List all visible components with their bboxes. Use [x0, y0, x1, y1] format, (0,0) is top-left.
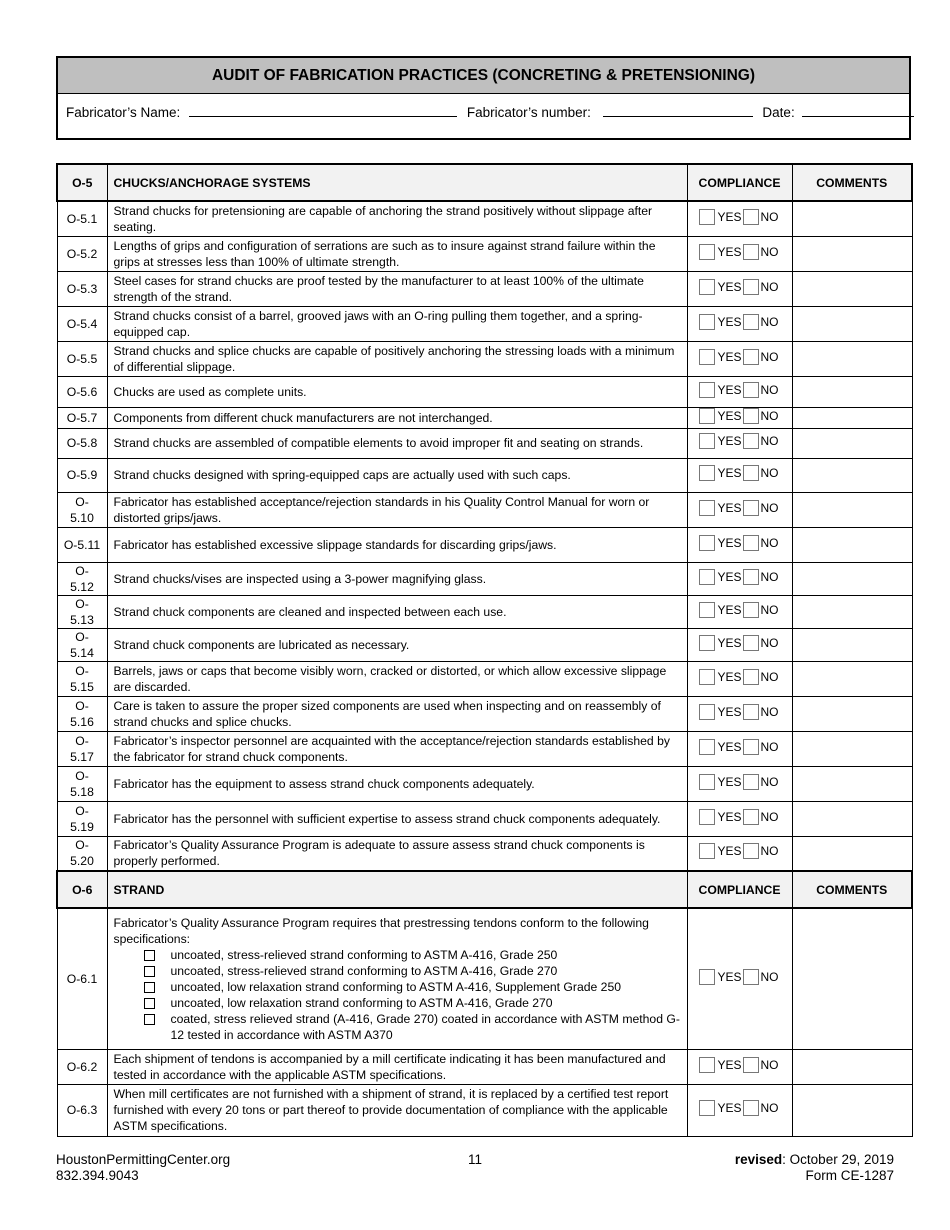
- comments-cell[interactable]: [792, 492, 912, 527]
- item-id: O-5.2: [57, 236, 107, 271]
- yes-checkbox[interactable]: [699, 465, 715, 481]
- spec-list-item: [144, 947, 681, 963]
- yes-label: YES: [717, 704, 742, 719]
- item-description: [107, 595, 687, 628]
- compliance-header: COMPLIANCE: [687, 164, 792, 201]
- no-label: NO: [760, 809, 779, 824]
- yes-checkbox[interactable]: [699, 1057, 715, 1073]
- no-label: NO: [760, 500, 779, 515]
- item-description: [107, 908, 687, 1049]
- yes-label: YES: [717, 382, 742, 397]
- comments-cell[interactable]: [792, 661, 912, 696]
- comments-cell[interactable]: [792, 801, 912, 836]
- audit-item-row: [57, 271, 912, 306]
- compliance-cell: [687, 696, 792, 731]
- yes-no-group: [699, 465, 779, 481]
- section-header-row: [57, 871, 912, 908]
- item-id: O-5.18: [57, 766, 107, 801]
- item-id: O-5.5: [57, 341, 107, 376]
- comments-cell[interactable]: [792, 908, 912, 1049]
- yes-label: YES: [717, 466, 742, 480]
- no-checkbox[interactable]: [743, 408, 759, 424]
- yes-label: YES: [717, 279, 742, 294]
- no-checkbox[interactable]: [743, 209, 759, 225]
- no-label: NO: [760, 1101, 779, 1115]
- audit-item-row: [57, 1049, 912, 1084]
- audit-item-row: [57, 801, 912, 836]
- yes-checkbox[interactable]: [699, 635, 715, 651]
- audit-item-row: [57, 236, 912, 271]
- item-id: O-6.1: [57, 908, 107, 1049]
- audit-item-row: [57, 376, 912, 407]
- compliance-cell: [687, 628, 792, 661]
- section-code: O-6: [57, 871, 107, 908]
- item-description: [107, 766, 687, 801]
- no-label: NO: [760, 434, 779, 448]
- section-title: CHUCKS/ANCHORAGE SYSTEMS: [107, 164, 687, 201]
- no-label: NO: [760, 569, 779, 584]
- audit-item-row: [57, 696, 912, 731]
- form-title: AUDIT OF FABRICATION PRACTICES (CONCRETING & PRETENSIONING): [58, 58, 909, 94]
- no-label: NO: [760, 349, 779, 364]
- item-id: O-6.2: [57, 1049, 107, 1084]
- item-text: Strand chucks consist of a barrel, grooved jaws with an O-ring pulling them together, and a spring-equipped cap.: [113, 308, 643, 339]
- no-checkbox[interactable]: [743, 1100, 759, 1116]
- yes-label: YES: [717, 1101, 742, 1115]
- comments-cell[interactable]: [792, 696, 912, 731]
- comments-cell[interactable]: [792, 271, 912, 306]
- fabricator-number-label: Fabricator’s number:: [466, 105, 591, 120]
- comments-cell[interactable]: [792, 341, 912, 376]
- footer-phone: 832.394.9043: [56, 1168, 139, 1183]
- yes-no-group: [699, 279, 779, 295]
- page-number: 11: [467, 1152, 482, 1167]
- yes-label: YES: [717, 209, 742, 224]
- yes-label: YES: [717, 500, 742, 515]
- audit-item-row: [57, 527, 912, 562]
- item-text: Strand chucks designed with spring-equipped caps are actually used with such caps.: [113, 468, 571, 482]
- audit-item-row: [57, 836, 912, 871]
- item-id: O-5.20: [57, 836, 107, 871]
- spec-list-item: [144, 963, 681, 979]
- item-description: [107, 562, 687, 595]
- checkbox-bullet-icon: [144, 1014, 155, 1025]
- item-id: O-5.11: [57, 527, 107, 562]
- yes-checkbox[interactable]: [699, 969, 715, 985]
- spec-text: uncoated, stress-relieved strand conforming to ASTM A-416, Grade 270: [170, 963, 558, 978]
- yes-checkbox[interactable]: [699, 279, 715, 295]
- item-text: Steel cases for strand chucks are proof tested by the manufacturer to at least 100% of the ultimate strength of the strand.: [113, 273, 644, 304]
- audit-item-row: [57, 908, 912, 1049]
- item-id: O-5.14: [57, 628, 107, 661]
- yes-checkbox[interactable]: [699, 1100, 715, 1116]
- audit-item-row: [57, 428, 912, 458]
- yes-no-group: [699, 408, 779, 424]
- no-checkbox[interactable]: [743, 669, 759, 685]
- spec-list-item: [144, 1011, 681, 1043]
- yes-no-group: [699, 1100, 779, 1116]
- item-description: [107, 836, 687, 871]
- comments-cell[interactable]: [792, 458, 912, 492]
- no-checkbox[interactable]: [743, 602, 759, 618]
- comments-cell[interactable]: [792, 731, 912, 766]
- item-description: [107, 801, 687, 836]
- audit-item-row: [57, 766, 912, 801]
- date-label: Date:: [762, 105, 795, 120]
- spec-text: uncoated, low relaxation strand conforming to ASTM A-416, Supplement Grade 250: [170, 979, 622, 994]
- item-description: [107, 407, 687, 428]
- no-checkbox[interactable]: [743, 314, 759, 330]
- no-label: NO: [760, 602, 779, 617]
- no-checkbox[interactable]: [743, 1057, 759, 1073]
- audit-item-row: [57, 562, 912, 595]
- item-text: Strand chuck components are lubricated as necessary.: [113, 637, 410, 652]
- yes-checkbox[interactable]: [699, 209, 715, 225]
- item-id: O-5.8: [57, 428, 107, 458]
- compliance-cell: [687, 428, 792, 458]
- compliance-cell: [687, 1049, 792, 1084]
- item-id: O-5.19: [57, 801, 107, 836]
- yes-checkbox[interactable]: [699, 669, 715, 685]
- yes-no-group: [699, 969, 779, 985]
- comments-cell[interactable]: [792, 562, 912, 595]
- compliance-cell: [687, 306, 792, 341]
- item-id: O-5.6: [57, 376, 107, 407]
- yes-no-group: [699, 209, 779, 225]
- item-description: [107, 306, 687, 341]
- yes-label: YES: [717, 408, 742, 423]
- item-text: Fabricator has the personnel with sufficient expertise to assess strand chuck components adequately.: [113, 811, 661, 826]
- compliance-cell: [687, 731, 792, 766]
- yes-no-group: [699, 244, 779, 260]
- yes-label: YES: [717, 635, 742, 650]
- yes-label: YES: [717, 535, 742, 550]
- fabricator-name-field[interactable]: [189, 105, 457, 117]
- compliance-cell: [687, 201, 792, 236]
- item-description: [107, 428, 687, 458]
- yes-no-group: [699, 314, 779, 330]
- yes-no-group: [699, 704, 779, 720]
- yes-label: YES: [717, 434, 742, 448]
- item-id: O-5.9: [57, 458, 107, 492]
- audit-item-row: [57, 458, 912, 492]
- compliance-cell: [687, 527, 792, 562]
- item-text: Fabricator’s Quality Assurance Program requires that prestressing tendons conform to the following specifications:: [113, 915, 649, 946]
- compliance-cell: [687, 341, 792, 376]
- item-description: [107, 376, 687, 407]
- item-id: O-5.3: [57, 271, 107, 306]
- audit-item-row: [57, 306, 912, 341]
- compliance-cell: [687, 236, 792, 271]
- item-text: Fabricator’s Quality Assurance Program is adequate to assure assess strand chuck components is properly performed.: [113, 838, 645, 869]
- yes-checkbox[interactable]: [699, 843, 715, 859]
- item-text: Fabricator has established excessive slippage standards for discarding grips/jaws.: [113, 537, 557, 552]
- item-text: Strand chucks are assembled of compatible elements to avoid improper fit and seating on strands.: [113, 436, 644, 450]
- comments-cell[interactable]: [792, 1084, 912, 1136]
- item-text: Strand chuck components are cleaned and inspected between each use.: [113, 604, 507, 619]
- compliance-cell: [687, 836, 792, 871]
- no-label: NO: [760, 466, 779, 480]
- item-description: [107, 271, 687, 306]
- item-text: Barrels, jaws or caps that become visibly worn, cracked or distorted, or which allow excessive slippage are discarded.: [113, 663, 667, 694]
- yes-label: YES: [717, 844, 742, 859]
- item-text: Fabricator has the equipment to assess strand chuck components adequately.: [113, 776, 535, 791]
- spec-text: uncoated, low relaxation strand conforming to ASTM A-416, Grade 270: [170, 995, 553, 1010]
- yes-checkbox[interactable]: [699, 809, 715, 825]
- item-text: Fabricator’s inspector personnel are acquainted with the acceptance/rejection standards established by the fabricator for strand chuck components.: [113, 733, 670, 764]
- item-description: [107, 696, 687, 731]
- no-checkbox[interactable]: [743, 635, 759, 651]
- yes-label: YES: [717, 739, 742, 754]
- compliance-cell: [687, 908, 792, 1049]
- fabricator-number-field[interactable]: [603, 105, 753, 117]
- compliance-cell: [687, 1084, 792, 1136]
- yes-checkbox[interactable]: [699, 349, 715, 365]
- item-text: Care is taken to assure the proper sized components are used when inspecting and on reassembly of strand chucks and splice chucks.: [113, 698, 661, 729]
- yes-label: YES: [717, 774, 742, 789]
- yes-no-group: [699, 500, 779, 516]
- yes-no-group: [699, 349, 779, 365]
- yes-label: YES: [717, 602, 742, 617]
- compliance-cell: [687, 407, 792, 428]
- item-description: [107, 236, 687, 271]
- item-text: When mill certificates are not furnished with a shipment of strand, it is replaced by a certified test report furnished with every 20 tons or part thereof to provide documentation of compliance with the applicable ASTM specifications.: [113, 1087, 669, 1133]
- comments-cell[interactable]: [792, 1049, 912, 1084]
- yes-no-group: [699, 843, 779, 859]
- spec-list: [114, 947, 681, 1043]
- no-checkbox[interactable]: [743, 500, 759, 516]
- audit-item-row: [57, 731, 912, 766]
- yes-no-group: [699, 774, 779, 790]
- no-label: NO: [760, 382, 779, 397]
- compliance-cell: [687, 801, 792, 836]
- item-text: Chucks are used as complete units.: [113, 384, 307, 399]
- date-field[interactable]: [802, 105, 914, 117]
- no-label: NO: [760, 408, 779, 423]
- item-id: O-5.10: [57, 492, 107, 527]
- item-text: Each shipment of tendons is accompanied by a mill certificate indicating it has been manufactured and tested in accordance with the applicable ASTM specifications.: [113, 1051, 666, 1082]
- form-header: [56, 56, 911, 140]
- no-checkbox[interactable]: [743, 465, 759, 481]
- comments-cell[interactable]: [792, 595, 912, 628]
- no-label: NO: [760, 774, 779, 789]
- item-id: O-5.12: [57, 562, 107, 595]
- comments-cell[interactable]: [792, 306, 912, 341]
- no-checkbox[interactable]: [743, 843, 759, 859]
- section-code: O-5: [57, 164, 107, 201]
- yes-checkbox[interactable]: [699, 704, 715, 720]
- yes-checkbox[interactable]: [699, 535, 715, 551]
- item-description: [107, 1084, 687, 1136]
- item-text: Strand chucks/vises are inspected using a 3-power magnifying glass.: [113, 571, 487, 586]
- no-label: NO: [760, 739, 779, 754]
- comments-header: COMMENTS: [792, 871, 912, 908]
- item-text: Strand chucks for pretensioning are capable of anchoring the strand positively without slippage after seating.: [113, 203, 653, 234]
- yes-checkbox[interactable]: [699, 433, 715, 449]
- comments-cell[interactable]: [792, 236, 912, 271]
- audit-item-row: [57, 661, 912, 696]
- item-description: [107, 492, 687, 527]
- item-description: [107, 341, 687, 376]
- footer-website: HoustonPermittingCenter.org: [56, 1152, 231, 1167]
- no-checkbox[interactable]: [743, 349, 759, 365]
- no-label: NO: [760, 844, 779, 859]
- yes-no-group: [699, 602, 779, 618]
- yes-no-group: [699, 382, 779, 398]
- item-description: [107, 1049, 687, 1084]
- no-checkbox[interactable]: [743, 535, 759, 551]
- compliance-cell: [687, 766, 792, 801]
- item-id: O-5.1: [57, 201, 107, 236]
- fabricator-name-label: Fabricator’s Name:: [66, 105, 181, 120]
- no-label: NO: [760, 314, 779, 329]
- yes-no-group: [699, 809, 779, 825]
- compliance-cell: [687, 661, 792, 696]
- revised-date: : October 29, 2019: [782, 1152, 894, 1167]
- no-checkbox[interactable]: [743, 739, 759, 755]
- header-fields: [58, 94, 909, 132]
- yes-checkbox[interactable]: [699, 382, 715, 398]
- yes-label: YES: [717, 349, 742, 364]
- audit-item-row: [57, 492, 912, 527]
- item-text: Lengths of grips and configuration of serrations are such as to insure against strand failure within the grips at stresses less than 100% of ultimate strength.: [113, 238, 656, 269]
- item-id: O-6.3: [57, 1084, 107, 1136]
- yes-no-group: [699, 569, 779, 585]
- compliance-header: COMPLIANCE: [687, 871, 792, 908]
- yes-label: YES: [717, 669, 742, 684]
- no-label: NO: [760, 969, 779, 984]
- no-label: NO: [760, 535, 779, 550]
- comments-header: COMMENTS: [792, 164, 912, 201]
- compliance-cell: [687, 562, 792, 595]
- no-checkbox[interactable]: [743, 382, 759, 398]
- item-description: [107, 731, 687, 766]
- yes-label: YES: [717, 244, 742, 259]
- no-checkbox[interactable]: [743, 433, 759, 449]
- no-label: NO: [760, 704, 779, 719]
- yes-label: YES: [717, 569, 742, 584]
- item-id: O-5.4: [57, 306, 107, 341]
- no-checkbox[interactable]: [743, 704, 759, 720]
- revised-label: revised: [734, 1152, 783, 1167]
- no-label: NO: [760, 669, 779, 684]
- item-description: [107, 527, 687, 562]
- item-id: O-5.7: [57, 407, 107, 428]
- no-label: NO: [760, 1057, 779, 1072]
- item-description: [107, 628, 687, 661]
- item-description: [107, 201, 687, 236]
- audit-item-row: [57, 201, 912, 236]
- checkbox-bullet-icon: [144, 982, 155, 993]
- yes-checkbox[interactable]: [699, 739, 715, 755]
- spec-text: uncoated, stress-relieved strand conforming to ASTM A-416, Grade 250: [170, 947, 558, 962]
- yes-no-group: [699, 635, 779, 651]
- item-text: Strand chucks and splice chucks are capable of positively anchoring the stressing loads with a minimum of differential slippage.: [113, 343, 675, 374]
- no-checkbox[interactable]: [743, 969, 759, 985]
- yes-checkbox[interactable]: [699, 408, 715, 424]
- yes-checkbox[interactable]: [699, 500, 715, 516]
- no-checkbox[interactable]: [743, 774, 759, 790]
- no-label: NO: [760, 635, 779, 650]
- comments-cell[interactable]: [792, 766, 912, 801]
- spec-list-item: [144, 995, 681, 1011]
- yes-label: YES: [717, 809, 742, 824]
- yes-checkbox[interactable]: [699, 569, 715, 585]
- spec-list-item: [144, 979, 681, 995]
- checkbox-bullet-icon: [144, 950, 155, 961]
- audit-item-row: [57, 341, 912, 376]
- item-id: O-5.13: [57, 595, 107, 628]
- no-label: NO: [760, 209, 779, 224]
- yes-label: YES: [717, 1057, 742, 1072]
- yes-checkbox[interactable]: [699, 602, 715, 618]
- no-label: NO: [760, 279, 779, 294]
- spec-text: coated, stress relieved strand (A-416, Grade 270) coated in accordance with ASTM method G-12 tested in accordance with ASTM A370: [170, 1011, 680, 1042]
- footer-revision: [735, 1152, 894, 1184]
- compliance-cell: [687, 595, 792, 628]
- no-checkbox[interactable]: [743, 279, 759, 295]
- yes-no-group: [699, 1057, 779, 1073]
- item-text: Fabricator has established acceptance/rejection standards in his Quality Control Manual for worn or distorted grips/jaws.: [113, 494, 650, 525]
- no-checkbox[interactable]: [743, 809, 759, 825]
- item-text: Components from different chuck manufacturers are not interchanged.: [113, 410, 493, 425]
- audit-item-row: [57, 407, 912, 428]
- no-label: NO: [760, 244, 779, 259]
- yes-checkbox[interactable]: [699, 314, 715, 330]
- item-id: O-5.16: [57, 696, 107, 731]
- yes-checkbox[interactable]: [699, 244, 715, 260]
- section-header-row: [57, 164, 912, 201]
- item-id: O-5.17: [57, 731, 107, 766]
- item-description: [107, 458, 687, 492]
- no-checkbox[interactable]: [743, 244, 759, 260]
- item-description: [107, 661, 687, 696]
- checkbox-bullet-icon: [144, 998, 155, 1009]
- audit-item-row: [57, 628, 912, 661]
- comments-cell[interactable]: [792, 376, 912, 407]
- no-checkbox[interactable]: [743, 569, 759, 585]
- comments-cell[interactable]: [792, 836, 912, 871]
- section-title: STRAND: [107, 871, 687, 908]
- checkbox-bullet-icon: [144, 966, 155, 977]
- yes-no-group: [699, 739, 779, 755]
- yes-no-group: [699, 433, 779, 449]
- form-id: Form CE-1287: [805, 1168, 894, 1183]
- compliance-cell: [687, 492, 792, 527]
- audit-item-row: [57, 595, 912, 628]
- item-id: O-5.15: [57, 661, 107, 696]
- comments-cell[interactable]: [792, 527, 912, 562]
- comments-cell[interactable]: [792, 201, 912, 236]
- compliance-cell: [687, 376, 792, 407]
- compliance-cell: [687, 271, 792, 306]
- yes-no-group: [699, 669, 779, 685]
- audit-item-row: [57, 1084, 912, 1136]
- compliance-cell: [687, 458, 792, 492]
- audit-table: [56, 163, 913, 1137]
- comments-cell[interactable]: [792, 407, 912, 428]
- comments-cell[interactable]: [792, 628, 912, 661]
- yes-checkbox[interactable]: [699, 774, 715, 790]
- comments-cell[interactable]: [792, 428, 912, 458]
- yes-no-group: [699, 535, 779, 551]
- yes-label: YES: [717, 969, 742, 984]
- yes-label: YES: [717, 314, 742, 329]
